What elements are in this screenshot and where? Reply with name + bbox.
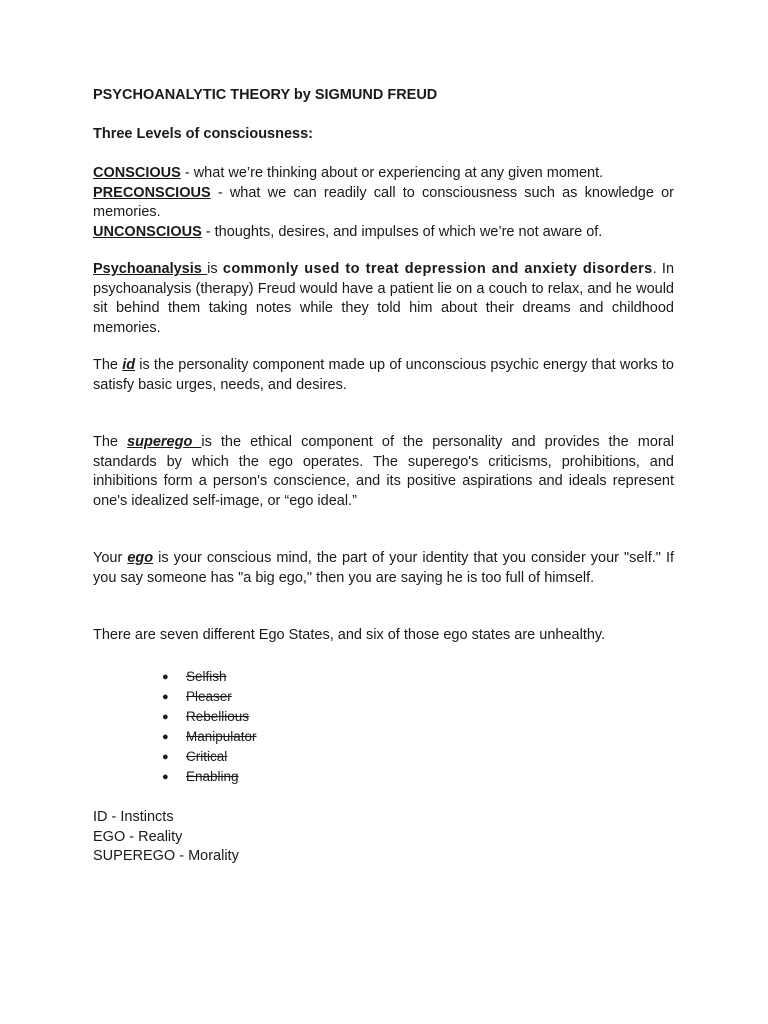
ego-pre: Your (93, 550, 128, 566)
superego-pre: The (93, 434, 128, 450)
list-item (160, 667, 257, 687)
ego-post: is your conscious mind, the part of your identity that you consider your "self." If you say someone has "a big ego," then you are saying he is too full of himself. (93, 550, 675, 586)
bullet-icon: ● (162, 671, 169, 683)
ego-state-label: Rebellious (186, 709, 250, 724)
level-term: UNCONSCIOUS (93, 223, 202, 240)
level-preconscious (93, 184, 674, 223)
level-desc: - thoughts, desires, and impulses of which we’re not aware of. (201, 223, 603, 240)
psychoanalysis-paragraph (93, 260, 674, 338)
bullet-icon: ● (162, 691, 169, 703)
list-item (160, 727, 257, 747)
bullet-icon: ● (162, 751, 169, 763)
ego-paragraph (93, 549, 674, 588)
psychoanalysis-term: Psychoanalysis (93, 261, 208, 277)
ego-state-label: Critical (186, 749, 228, 764)
level-unconscious (93, 223, 674, 243)
list-item (160, 767, 257, 787)
list-item (160, 687, 257, 707)
level-term: CONSCIOUS (93, 165, 181, 181)
superego-term: superego (127, 434, 202, 450)
psychoanalysis-bold: commonly used to treat depression and anxiety disorders (222, 261, 653, 277)
summary-id: ID - Instincts (93, 809, 174, 825)
list-item (160, 707, 257, 727)
ego-state-label: Enabling (186, 769, 239, 784)
levels-block (93, 164, 674, 242)
bullet-icon: ● (162, 711, 169, 723)
levels-heading: Three Levels of consciousness: (93, 126, 313, 142)
psychoanalysis-pre: is (207, 261, 223, 277)
bullet-icon: ● (162, 771, 169, 783)
level-term: PRECONSCIOUS (93, 184, 211, 201)
ego-states-list (160, 667, 257, 787)
summary-block (93, 808, 674, 867)
ego-states-intro: There are seven different Ego States, and six of those ego states are unhealthy. (93, 627, 606, 643)
level-conscious (93, 164, 674, 184)
id-term: id (122, 357, 136, 373)
id-pre: The (93, 357, 123, 373)
psychoanalysis-post: . In psychoanalysis (therapy) Freud would have a patient lie on a couch to relax, and he would sit behind them taking notes while they told him about their dreams and childhood memories. (93, 261, 675, 336)
level-desc: - what we’re thinking about or experiencing at any given moment. (180, 165, 604, 181)
ego-state-label: Manipulator (186, 729, 257, 744)
id-post: is the personality component made up of unconscious psychic energy that works to satisfy basic urges, needs, and desires. (93, 357, 675, 393)
superego-paragraph (93, 433, 674, 511)
superego-post: is the ethical component of the personality and provides the moral standards by which the ego operates. The superego's criticisms, prohibitions, and inhibitions form a person's conscience, and its positive aspirations and ideals represent one's idealized self-image, or “ego ideal.” (93, 434, 675, 509)
list-item (160, 747, 257, 767)
ego-state-label: Pleaser (186, 689, 232, 704)
summary-ego: EGO - Reality (93, 828, 183, 845)
document-title: PSYCHOANALYTIC THEORY by SIGMUND FREUD (93, 87, 438, 103)
level-desc: - what we can readily call to consciousness such as knowledge or memories. (93, 184, 674, 220)
id-paragraph (93, 356, 674, 395)
ego-term: ego (127, 550, 154, 566)
summary-superego: SUPEREGO - Morality (93, 848, 239, 864)
ego-state-label: Selfish (186, 669, 227, 684)
bullet-icon: ● (162, 731, 169, 743)
